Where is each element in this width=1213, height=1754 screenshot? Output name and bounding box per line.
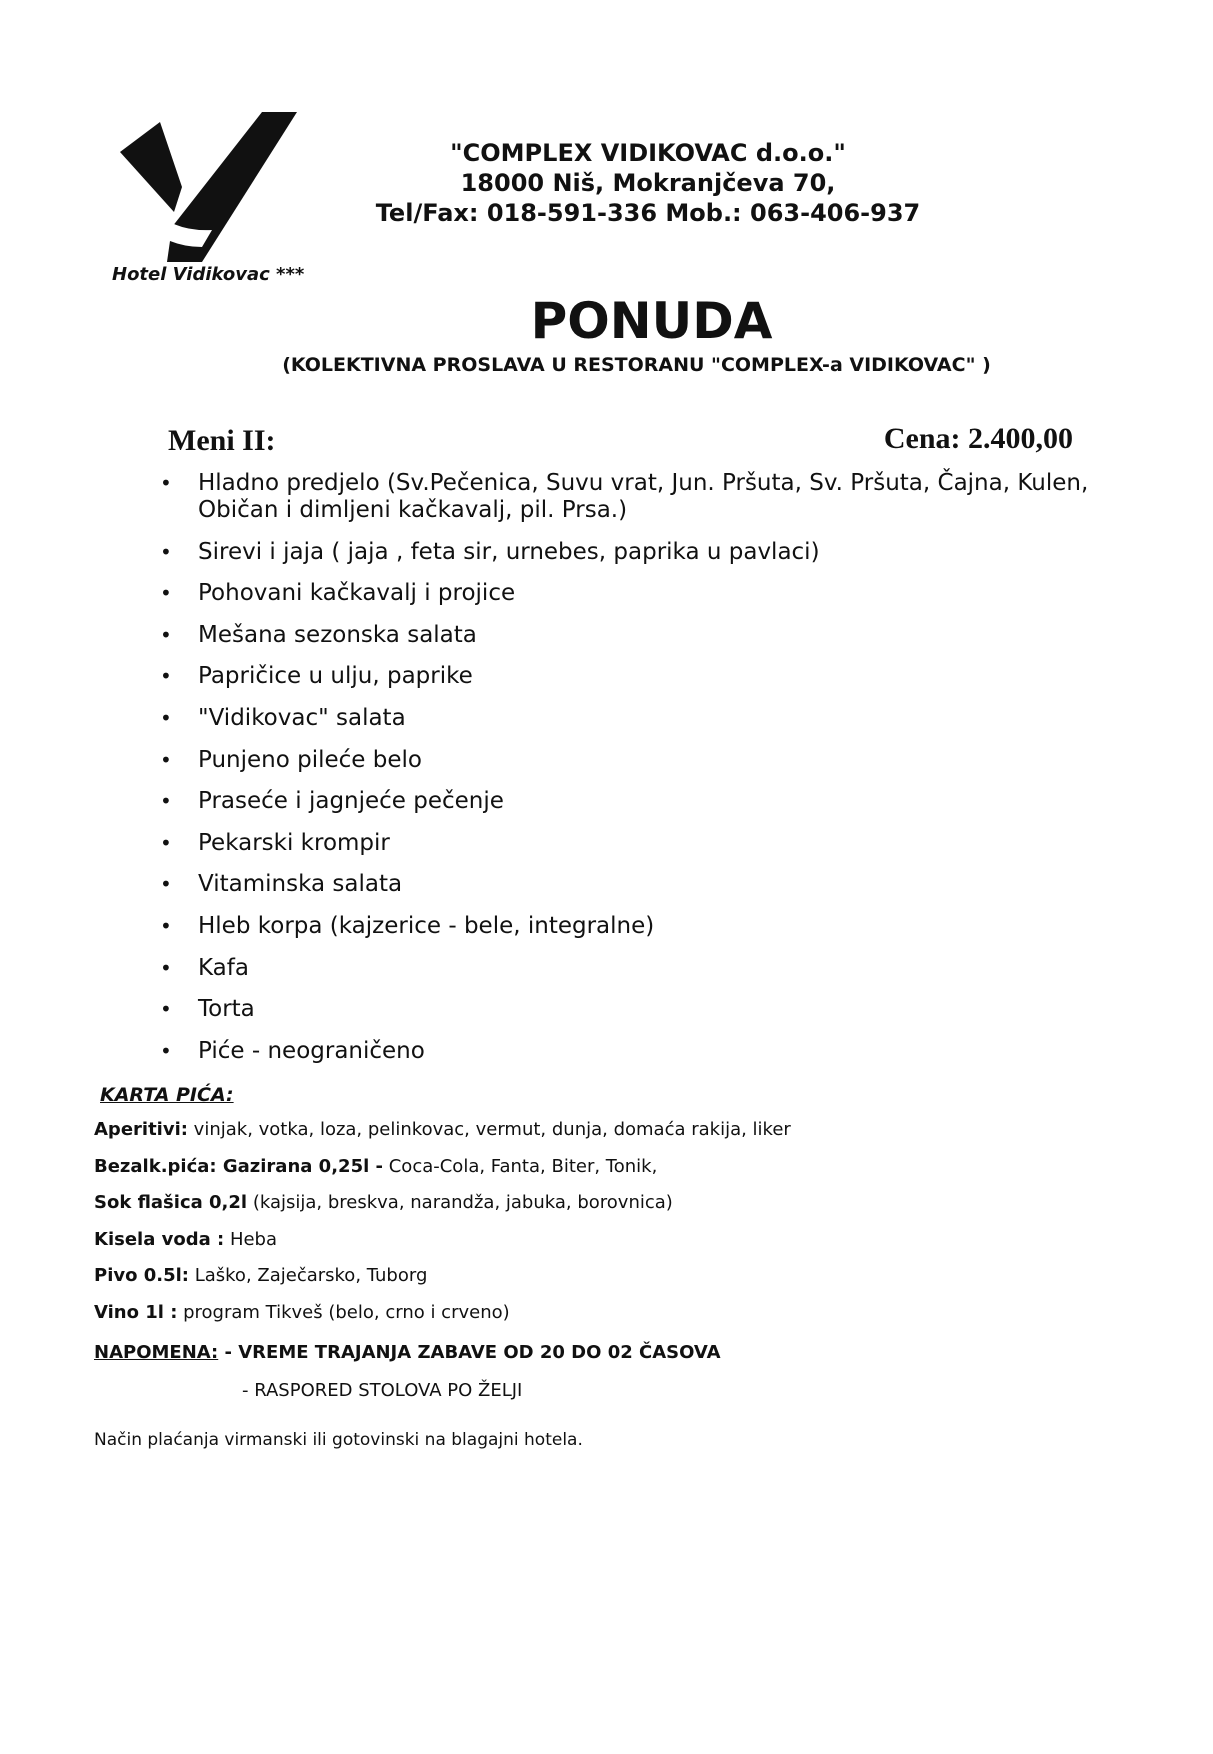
menu-title: Meni II:: [168, 424, 276, 457]
drinks-row: [94, 1264, 791, 1288]
list-item: • Punjeno pileće belo: [160, 747, 1160, 774]
drinks-row: [94, 1118, 791, 1142]
list-item: • Hladno predjelo (Sv.Pečenica, Suvu vrat, Jun. Pršuta, Sv. Pršuta, Čajna, Kulen, Običan i dimljeni kačkavalj, pil. Prsa.): [160, 470, 1160, 524]
page-title: PONUDA: [530, 292, 773, 350]
payment-note: Način plaćanja virmanski ili gotovinski na blagajni hotela.: [94, 1430, 583, 1450]
list-item: • Torta: [160, 996, 1160, 1023]
drinks-text: program Tikveš (belo, crno i crveno): [177, 1301, 510, 1323]
company-name: "COMPLEX VIDIKOVAC d.o.o.": [450, 139, 846, 167]
list-item: • Pekarski krompir: [160, 830, 1160, 857]
drinks-text: Heba: [224, 1228, 278, 1250]
drinks-label: Pivo 0.5l:: [94, 1265, 189, 1286]
drinks-label: Sok flašica 0,2l: [94, 1192, 248, 1213]
drinks-label: Kisela voda :: [94, 1228, 225, 1250]
note-line-1: - VREME TRAJANJA ZABAVE OD 20 DO 02 ČASOVA: [218, 1342, 721, 1363]
drinks-text: vinjak, votka, loza, pelinkovac, vermut, dunja, domaća rakija, liker: [187, 1119, 791, 1140]
list-item: • Papričice u ulju, paprike: [160, 663, 1160, 690]
drinks-label: Bezalk.pića: Gazirana 0,25l -: [94, 1155, 384, 1177]
list-item: • Piće - neograničeno: [160, 1038, 1160, 1065]
drinks-text: Coca-Cola, Fanta, Biter, Tonik,: [383, 1155, 658, 1177]
drinks-text: (kajsija, breskva, narandža, jabuka, borovnica): [247, 1192, 673, 1213]
page-subtitle: (KOLEKTIVNA PROSLAVA U RESTORANU "COMPLEX-a VIDIKOVAC" ): [282, 354, 991, 376]
list-item: • Vitaminska salata: [160, 871, 1160, 898]
list-item: • "Vidikovac" salata: [160, 705, 1160, 732]
list-item: • Mešana sezonska salata: [160, 622, 1160, 649]
drinks-label: Aperitivi:: [94, 1119, 188, 1140]
drinks-row: [94, 1301, 791, 1325]
list-item: • Hleb korpa (kajzerice - bele, integralne): [160, 913, 1160, 940]
drinks-section: [94, 1084, 791, 1337]
drinks-title: KARTA PIĆA:: [100, 1084, 234, 1106]
company-phone: Tel/Fax: 018-591-336 Mob.: 063-406-937: [375, 199, 921, 227]
drinks-text: Laško, Zaječarsko, Tuborg: [188, 1265, 428, 1286]
note: [94, 1342, 721, 1363]
list-item: • Praseće i jagnjeće pečenje: [160, 788, 1160, 815]
list-item: • Sirevi i jaja ( jaja , feta sir, urnebes, paprika u pavlaci): [160, 539, 1160, 566]
drinks-label: Vino 1l :: [94, 1301, 178, 1323]
list-item: • Kafa: [160, 955, 1160, 982]
hotel-name: Hotel Vidikovac ***: [112, 264, 305, 285]
hotel-logo-icon: [112, 112, 312, 262]
list-item: • Pohovani kačkavalj i projice: [160, 580, 1160, 607]
company-info: [368, 138, 928, 228]
drinks-row: [94, 1191, 791, 1215]
menu-list: [160, 470, 1160, 1079]
note-line-2: - RASPORED STOLOVA PO ŽELJI: [242, 1380, 523, 1401]
company-address: 18000 Niš, Mokranjčeva 70,: [460, 169, 836, 197]
menu-price: Cena: 2.400,00: [883, 422, 1073, 455]
drinks-row: [94, 1228, 791, 1252]
note-label: NAPOMENA:: [94, 1342, 219, 1363]
drinks-row: [94, 1155, 791, 1179]
